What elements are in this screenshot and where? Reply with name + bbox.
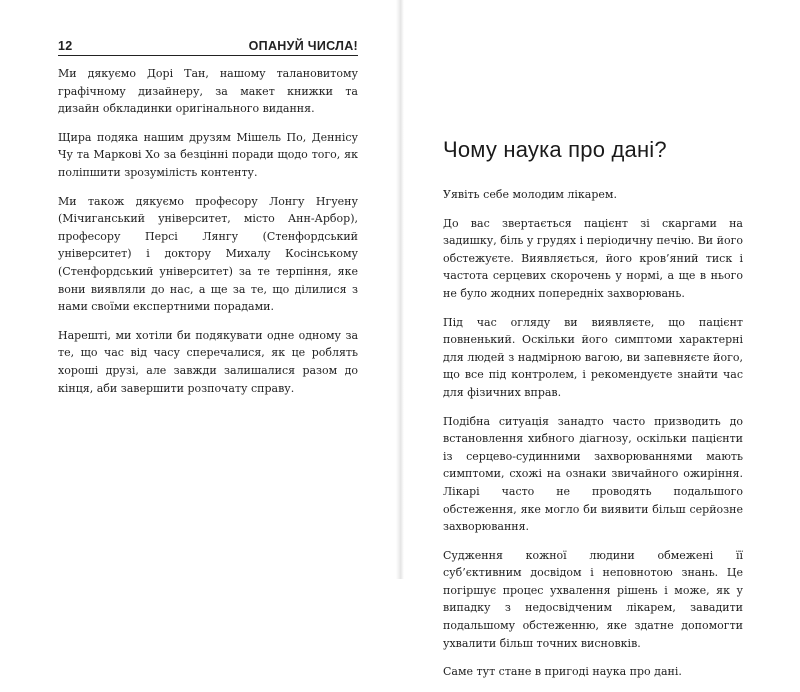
running-head	[58, 36, 358, 56]
chapter-title: Чому наука про дані?	[443, 137, 667, 162]
chapter-body-text	[443, 186, 743, 692]
paragraph: Уявіть себе молодим лікарем.	[443, 188, 617, 201]
right-page	[404, 0, 800, 679]
running-title: ОПАНУЙ ЧИСЛА!	[248, 39, 358, 53]
paragraph: Саме тут стане в пригоді наука про дані.	[443, 665, 682, 679]
paragraph: Щира подяка нашим друзям Мішель По, Деннісу Чу та Маркові Хо за безцінні поради щодо того, як поліпшити зрозумілість контенту.	[58, 130, 358, 179]
paragraph: Нарешті, ми хотіли би подякувати одне одному за те, що час від часу сперечалися, як це роблять хороші друзі, але завжди залишалися разом до кінця, аби завершити розпочату справу.	[58, 328, 358, 395]
paragraph: Судження кожної людини обмежені її суб’єктивним досвідом і неповнотою знань. Це погіршує процес ухвалення рішень і може, як у випадку з недосвідченим лікарем, завадити подальшому обстеженню, яке здатне допомогти ухвалити більш точних висновків.	[443, 548, 743, 650]
header-rule	[58, 55, 358, 56]
paragraph: До вас звертається пацієнт зі скаргами на задишку, біль у грудях і періодичну печію. Ви його обстежуєте. Виявляється, його кров’яний тиск і частота серцевих скорочень у нормі, а ще в нього не було жодних попередніх захворювань.	[443, 216, 743, 300]
paragraph: Подібна ситуація занадто часто призводить до встановлення хибного діагнозу, оскільки пацієнти із серцево-судинними захворюваннями мають симптоми, схожі на ознаки звичайного ожиріння. Лікарі часто не проводять подальшого обстеження, яке могло би виявити більш серйозне захворювання.	[443, 414, 743, 534]
book-gutter	[396, 0, 404, 579]
left-page	[0, 0, 396, 579]
paragraph: Ми також дякуємо професору Лонгу Нгуену (Мічиганський університет, місто Анн-Арбор), професору Персі Лянгу (Стенфордський університет) і доктору Михалу Косінському (Стенфордський університет) за те терпіння, яке вони виявляли до нас, а ще за те, що ділилися з нами своїми експертними порадами.	[58, 194, 358, 314]
paragraph: Ми дякуємо Дорі Тан, нашому талановитому графічному дизайнеру, за макет книжки та дизайн обкладинки оригінального видання.	[58, 67, 358, 116]
paragraph: Під час огляду ви виявляєте, що пацієнт повненький. Оскільки його симптоми характерні для людей з надмірною вагою, ви запевняєте його, що все під контролем, і рекомендуєте знайти час для фізичних вправ.	[443, 315, 743, 399]
acknowledgements-text	[58, 65, 358, 408]
page-number: 12	[58, 39, 73, 53]
